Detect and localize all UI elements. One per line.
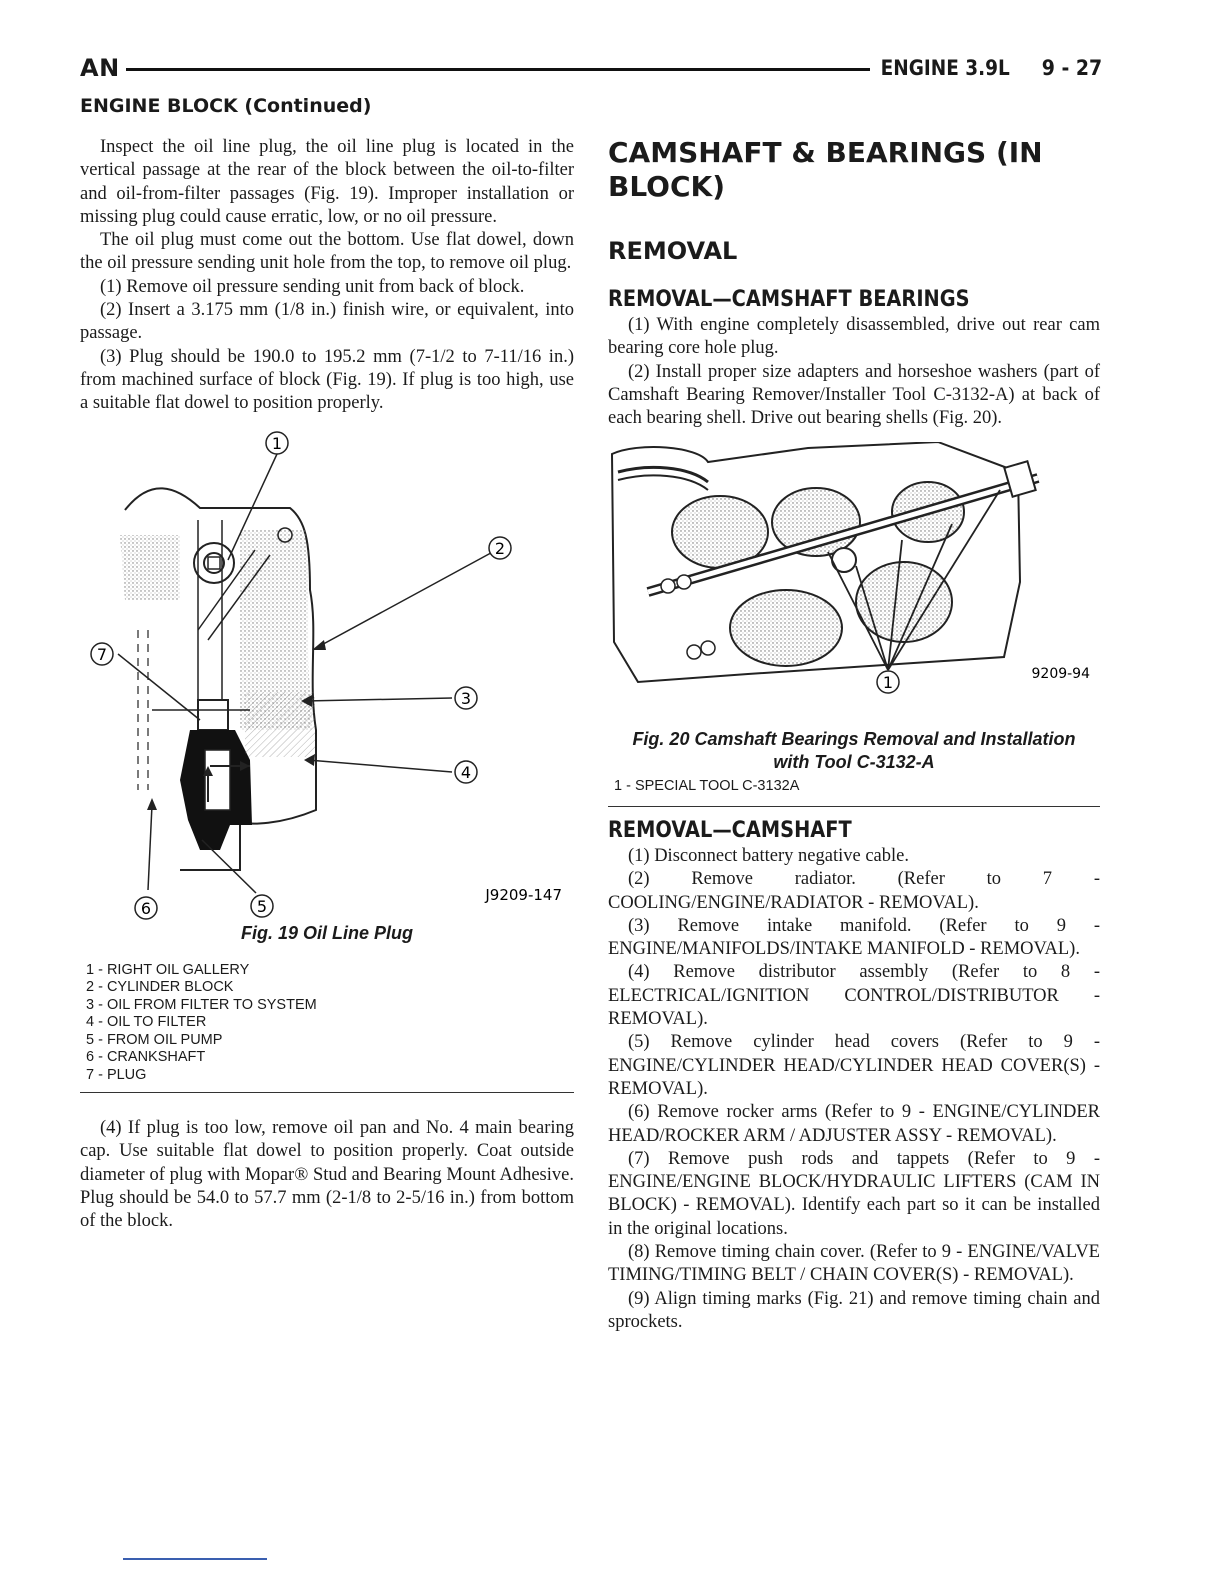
bottom-margin-mark (123, 1558, 267, 1560)
section-continued-heading: ENGINE BLOCK (Continued) (80, 95, 372, 117)
step-paragraph: (3) Plug should be 190.0 to 195.2 mm (7-1/2 to 7-11/16 in.) from machined surface of block (Fig. 19). If plug is too high, use a suitable flat dowel to position properly. (80, 346, 574, 414)
callout-1 (266, 432, 288, 454)
callout-7 (91, 643, 113, 665)
step-paragraph: (5) Remove cylinder head covers (Refer to 9 - ENGINE/CYLINDER HEAD/CYLINDER HEAD COVER(S) - REMOVAL). (608, 1032, 1100, 1099)
section-title-line: BLOCK) (608, 170, 726, 203)
legend-item: 1 - RIGHT OIL GALLERY (86, 961, 250, 978)
legend-item: 6 - CRANKSHAFT (86, 1049, 206, 1066)
header-rule (126, 68, 870, 71)
page-number: 9 - 27 (1041, 56, 1102, 80)
svg-text:1: 1 (882, 673, 894, 693)
svg-text:5: 5 (256, 896, 268, 916)
callout-1 (877, 671, 899, 693)
figure-code: J9209-147 (485, 885, 562, 904)
legend-item: 2 - CYLINDER BLOCK (86, 979, 234, 996)
callout-5 (251, 895, 273, 917)
stippled-casting (120, 535, 180, 600)
figure-20 (608, 442, 1100, 704)
step-paragraph: (1) Remove oil pressure sending unit from back of block. (100, 276, 525, 297)
figure-code: 9209-94 (1031, 666, 1090, 683)
step-paragraph: (1) With engine completely disassembled, drive out rear cam bearing core hole plug. (608, 315, 1100, 359)
leader-6 (148, 805, 152, 890)
legend-divider (608, 806, 1100, 807)
leader-5 (202, 840, 256, 893)
step-paragraph: (6) Remove rocker arms (Refer to 9 - ENGINE/CYLINDER HEAD/ROCKER ARM / ADJUSTER ASSY - REMOVAL). (608, 1102, 1100, 1146)
legend-item: 3 - OIL FROM FILTER TO SYSTEM (86, 996, 317, 1013)
cylinder-bore (856, 562, 952, 642)
oil-line-plug-illustration (80, 430, 574, 942)
step-paragraph: (4) Remove distributor assembly (Refer to 8 - ELECTRICAL/IGNITION CONTROL/DISTRIBUTOR - REMOVAL). (608, 962, 1100, 1030)
callout-3 (455, 687, 477, 709)
camshaft-bearing-tool-illustration (608, 442, 1100, 704)
step-paragraph: (8) Remove timing chain cover. (Refer to 9 - ENGINE/VALVE TIMING/TIMING BELT / CHAIN COVER(S) - REMOVAL). (608, 1242, 1100, 1286)
paragraph: Inspect the oil line plug, the oil line plug is located in the vertical passage at the rear of the block between the oil-to-filter and oil-from-filter passages (Fig. 19). Improper installation or missing plug could cause erratic, low, or no oil pressure. (80, 137, 574, 227)
header-manual-code: AN (80, 54, 120, 82)
leader-2 (316, 548, 500, 648)
figure-caption: Fig. 19 Oil Line Plug (240, 922, 414, 943)
svg-text:1: 1 (271, 433, 283, 453)
legend-divider (80, 1092, 574, 1093)
step-paragraph: (2) Insert a 3.175 mm (1/8 in.) finish wire, or equivalent, into passage. (80, 300, 574, 344)
legend-item: 7 - PLUG (86, 1066, 147, 1083)
removal-heading: REMOVAL (608, 237, 738, 265)
svg-text:4: 4 (460, 762, 472, 782)
callout-2 (489, 537, 511, 559)
callout-4 (455, 761, 477, 783)
camshaft-heading: REMOVAL—CAMSHAFT (608, 817, 852, 843)
legend-item: 5 - FROM OIL PUMP (86, 1031, 223, 1048)
legend-item: 1 - SPECIAL TOOL C-3132A (614, 778, 800, 795)
step-paragraph: (1) Disconnect battery negative cable. (628, 845, 909, 866)
step-paragraph: (4) If plug is too low, remove oil pan and No. 4 main bearing cap. Use suitable flat dowel to position properly. Coat outside diameter of plug with Mopar® Stud and Bearing Mount Adhesive. Plug should be 54.0 to 57.7 mm (2-1/8 to 2-5/16 in.) from bottom of the block. (80, 1118, 574, 1232)
leader-3 (305, 698, 452, 701)
cylinder-bore (730, 590, 842, 666)
svg-text:6: 6 (140, 898, 152, 918)
section-title (608, 136, 1100, 204)
leader-4 (308, 760, 452, 772)
step-paragraph: (7) Remove push rods and tappets (Refer to 9 - ENGINE/ENGINE BLOCK/HYDRAULIC LIFTERS (CAM IN BLOCK) - REMOVAL). Identify each part so it can be installed in the original locations. (608, 1148, 1100, 1239)
figure-caption: Fig. 20 Camshaft Bearings Removal and Installation (632, 729, 1076, 750)
figure-caption: with Tool C-3132-A (773, 752, 935, 773)
step-paragraph: (2) Remove radiator. (Refer to 7 - COOLING/ENGINE/RADIATOR - REMOVAL). (608, 869, 1100, 913)
svg-text:7: 7 (96, 644, 108, 664)
left-column (80, 136, 574, 1234)
paragraph: The oil plug must come out the bottom. Use flat dowel, down the oil pressure sending unit hole from the top, to remove oil plug. (80, 230, 574, 274)
step-paragraph: (2) Install proper size adapters and horseshoe washers (part of Camshaft Bearing Remover/Installer Tool C-3132-A) at back of each bearing shell. Drive out bearing shells (Fig. 20). (608, 361, 1100, 429)
page-header (80, 54, 1102, 84)
svg-text:3: 3 (460, 688, 472, 708)
figure-legend (86, 962, 574, 1085)
figure-19 (80, 430, 574, 942)
svg-text:2: 2 (494, 538, 506, 558)
section-title-line: CAMSHAFT & BEARINGS (IN (608, 136, 1043, 169)
step-paragraph: (9) Align timing marks (Fig. 21) and remove timing chain and sprockets. (608, 1288, 1100, 1332)
header-section-title: ENGINE 3.9L (880, 56, 1010, 80)
callout-6 (135, 897, 157, 919)
right-column (608, 136, 1100, 1334)
step-paragraph: (3) Remove intake manifold. (Refer to 9 - ENGINE/MANIFOLDS/INTAKE MANIFOLD - REMOVAL). (608, 915, 1100, 960)
legend-item: 4 - OIL TO FILTER (86, 1014, 207, 1031)
bearings-heading: REMOVAL—CAMSHAFT BEARINGS (608, 287, 970, 312)
